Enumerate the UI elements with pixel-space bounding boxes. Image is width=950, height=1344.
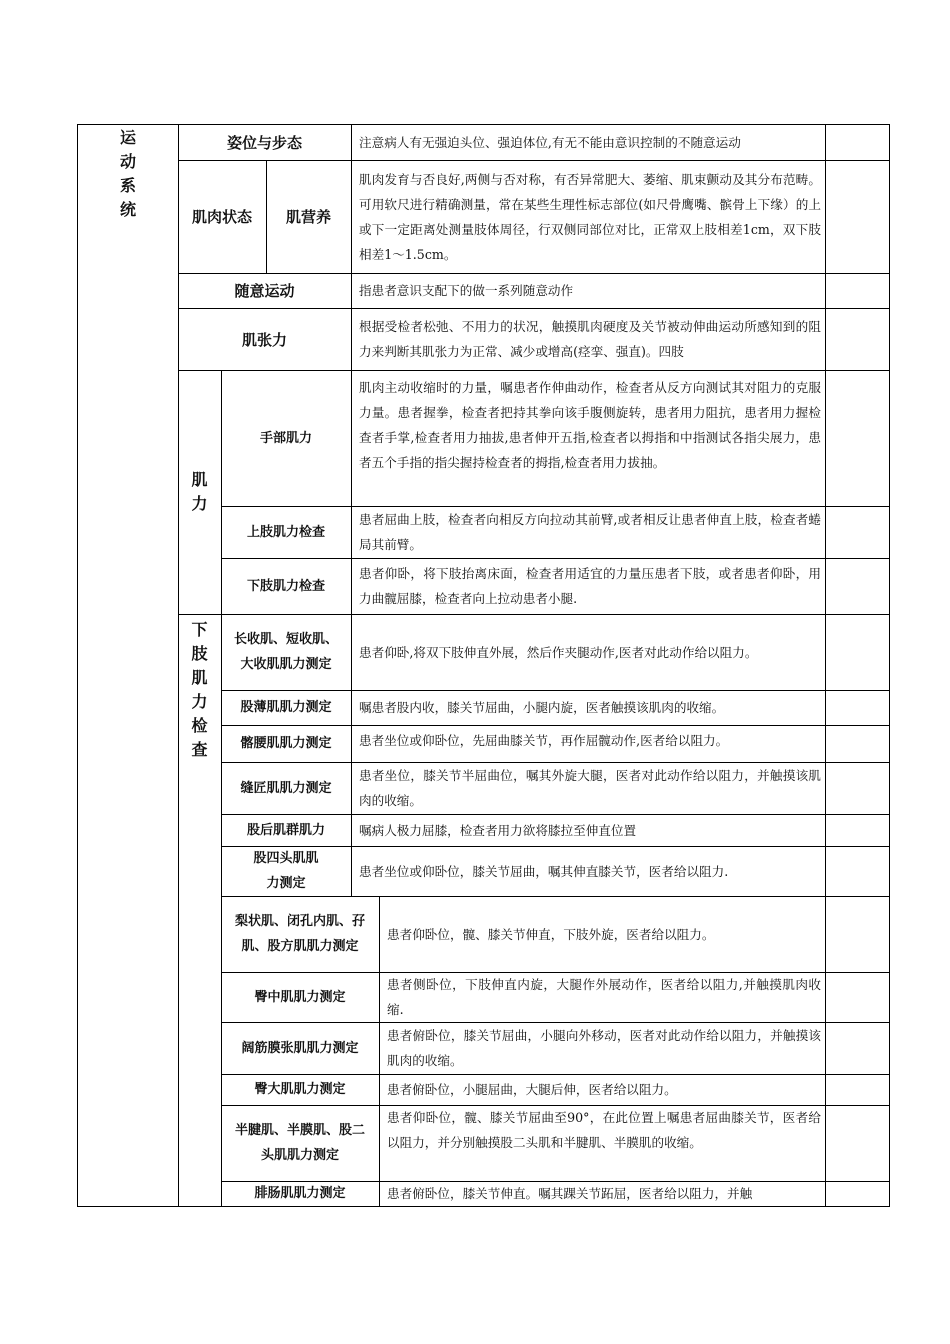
piriformis-label: 梨状肌、闭孔内肌、孖肌、股方肌肌力测定 [234,914,365,954]
posture-desc [351,124,825,160]
piriformis-desc-text: 患者仰卧位，髋、膝关节伸直，下肢外旋，医者给以阻力。 [387,926,715,942]
iliopsoas-label: 髂腰肌肌力测定 [240,736,332,751]
hand-strength-desc: 肌肉主动收缩时的力量，嘱患者作伸曲动作，检查者从反方向测试其对阻力的克服力量。患者握拳，检查者把持其拳向该手腹侧旋转，患者用力阻抗，患者用力握检查者手掌,检查者用力抽拔,患者伸开五指,检查者以拇指和中指测试各指尖展力，患者五个手指的指尖握持检查者的拇指,检查者用力拔抽。 [359,380,821,470]
strength-label-text: 肌力 [191,470,208,513]
posture-desc-text: 注意病人有无强迫头位、强迫体位,有无不能由意识控制的不随意运动 [359,134,741,150]
muscle-state-label: 肌肉状态 [191,208,252,226]
piriformis-desc [379,896,825,972]
hamstring-label: 股后肌群肌力 [246,822,325,838]
gluteus-maximus-desc-text: 患者俯卧位，小腿屈曲，大腿后伸，医者给以阻力。 [387,1082,677,1097]
tfl-desc: 患者俯卧位，膝关节屈曲，小腿向外移动，医者对此动作给以阻力，并触摸该肌肉的收缩。 [387,1028,821,1068]
quadriceps-desc [351,846,825,896]
lower-limb-desc: 患者仰卧，将下肢抬离床面，检查者用适宜的力量压患者下肢，或者患者仰卧，用力曲髋屈膝，检查者向上拉动患者小腿. [359,566,821,606]
muscle-nutrition-label: 肌营养 [285,208,331,226]
section-title-text: 运动系统 [119,128,136,219]
voluntary-label: 随意运动 [234,282,295,300]
upper-limb-desc: 患者屈曲上肢，检查者向相反方向拉动其前臂,或者相反让患者伸直上肢，检查者蜷局其前臂。 [359,512,821,552]
semitendinosus-desc: 患者仰卧位，髋、膝关节屈曲至90°，在此位置上嘱患者屈曲膝关节，医者给以阻力，并分别触摸股二头肌和半腱肌、半膜肌的收缩。 [387,1110,821,1150]
lower-limb-label: 下肢肌力检查 [246,578,325,594]
hamstring-desc [351,814,825,846]
quadriceps-desc-text: 患者坐位或仰卧位，膝关节屈曲，嘱其伸直膝关节，医者给以阻力. [359,863,729,879]
gluteus-maximus-desc [379,1074,825,1105]
gracilis-desc [351,690,825,725]
tone-label: 肌张力 [241,330,287,349]
muscle-state-desc: 肌肉发育与否良好,两侧与否对称，有否异常肥大、萎缩、肌束颤动及其分布范畴。可用软尺进行精确测量，常在某些生理性标志部位(如尺骨鹰嘴、髌骨上下缘）的上或下一定距离处测量肢体周径，行双侧同部位对比，正常双上肢相差1cm，双下肢相差1～1.5cm。 [359,172,821,262]
posture-label: 姿位与步态 [226,133,302,152]
gastrocnemius-label: 腓肠肌肌力测定 [254,1186,346,1201]
section-title [110,126,146,226]
lower-limb-group-label-text: 下肢肌力检查 [191,620,208,759]
strength-label [178,370,221,614]
adductor-desc-text: 患者仰卧,将双下肢伸直外展，然后作夹腿动作,医者对此动作给以阻力。 [359,644,758,660]
quadriceps-label: 股四头肌肌力测定 [253,851,319,891]
sartorius-desc: 患者坐位，膝关节半屈曲位，嘱其外旋大腿，医者对此动作给以阻力，并触摸该肌肉的收缩。 [359,768,821,808]
adductor-label: 长收肌、短收肌、大收肌肌力测定 [233,632,338,672]
hand-strength-label: 手部肌力 [259,430,312,446]
tfl-label: 阔筋膜张肌肌力测定 [241,1040,359,1056]
gastrocnemius-desc: 患者俯卧位，膝关节伸直。嘱其踝关节跖屈，医者给以阻力，并触 [387,1186,753,1201]
lower-limb-group-label [178,614,221,774]
iliopsoas-desc [351,725,825,755]
iliopsoas-desc-text: 患者坐位或仰卧位，先屈曲膝关节，再作屈髋动作,医者给以阻力。 [359,732,729,748]
upper-limb-label: 上肢肌力检查 [246,524,325,540]
sartorius-label: 缝匠肌肌力测定 [240,780,332,796]
gluteus-maximus-label: 臀大肌肌力测定 [254,1082,346,1097]
tone-desc: 根据受检者松弛、不用力的状况，触摸肌肉硬度及关节被动伸曲运动所感知到的阻力来判断其肌张力为正常、减少或增高(痉挛、强直)。四肢 [359,319,821,359]
gluteus-medius-desc: 患者侧卧位，下肢伸直内旋，大腿作外展动作，医者给以阻力,并触摸肌肉收缩. [387,977,821,1017]
voluntary-desc-text: 指患者意识支配下的做一系列随意动作 [359,283,574,298]
hamstring-desc-text: 嘱病人极力屈膝，检查者用力欲将膝拉至伸直位置 [359,822,637,838]
gracilis-desc-text: 嘱患者股内收，膝关节屈曲，小腿内旋，医者触摸该肌肉的收缩。 [359,700,725,715]
gluteus-medius-label: 臀中肌肌力测定 [254,989,346,1005]
voluntary-desc [351,273,825,308]
gracilis-label: 股薄肌肌力测定 [240,700,332,715]
semitendinosus-label: 半腱肌、半膜肌、股二头肌肌力测定 [234,1123,365,1163]
adductor-desc [351,614,825,690]
